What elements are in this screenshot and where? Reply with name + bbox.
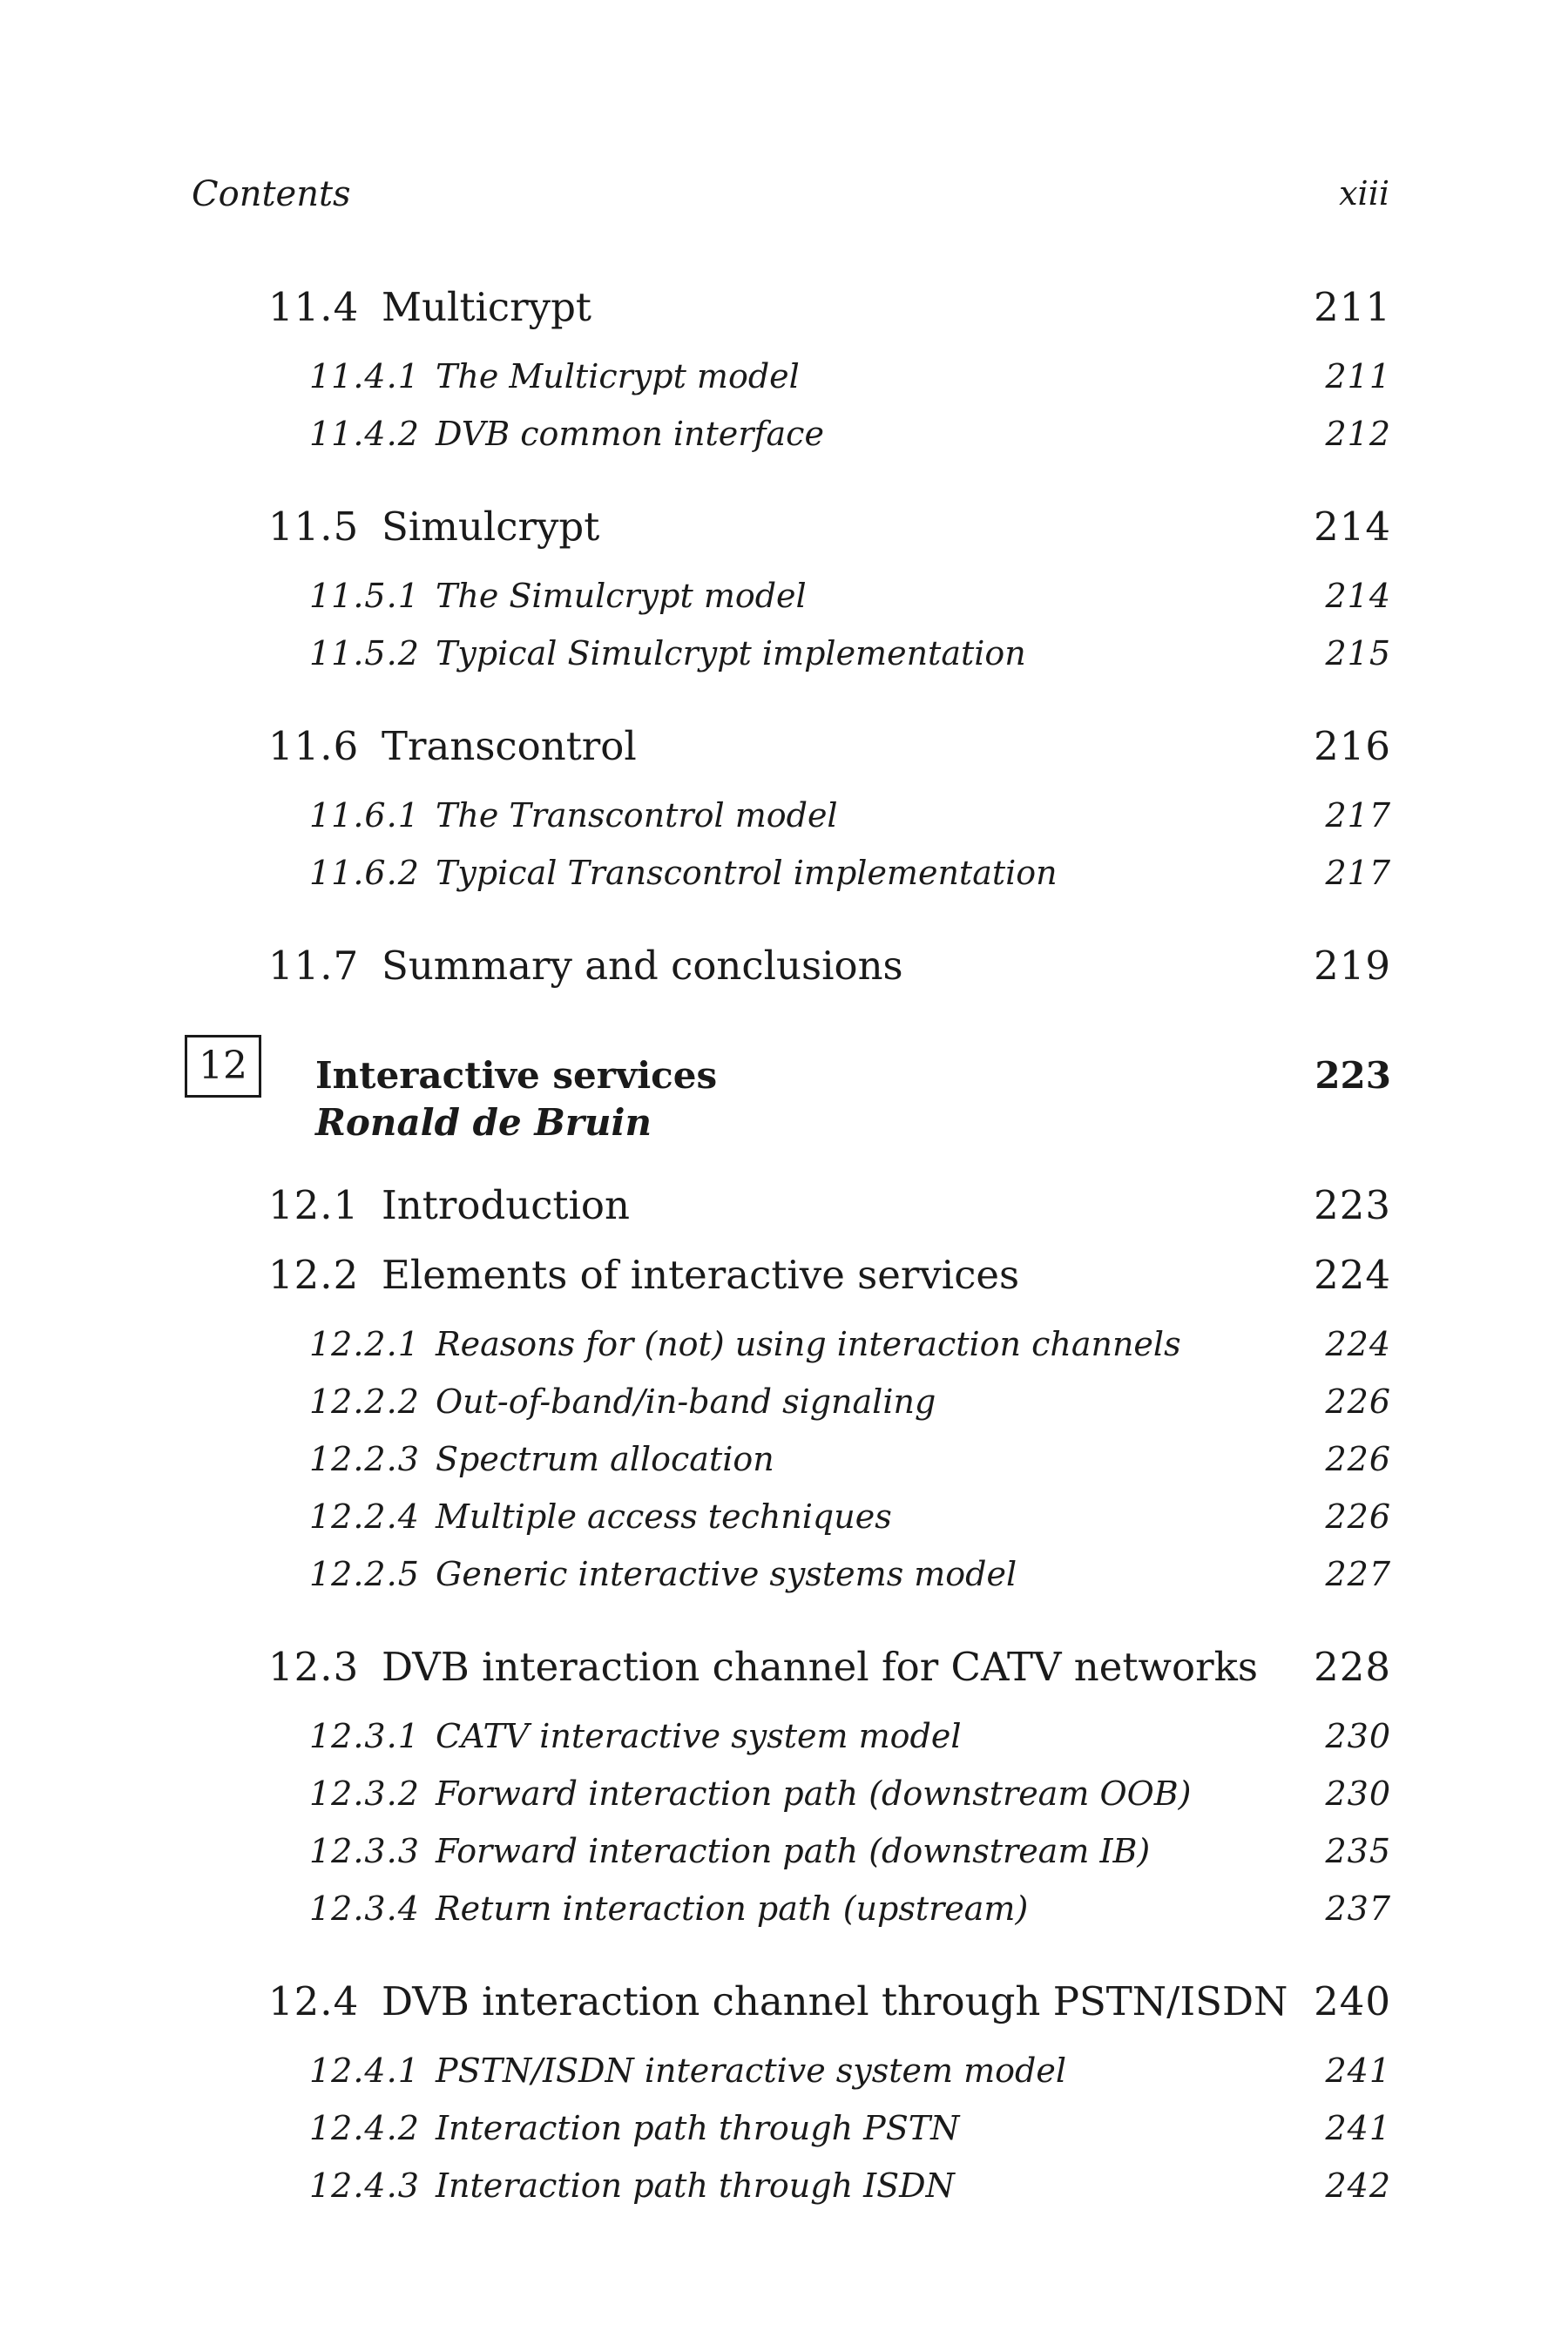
subsection-title: Interaction path through PSTN <box>436 2109 960 2147</box>
subsection-title: Forward interaction path (downstream OOB) <box>436 1774 1192 1813</box>
subsection-title: Multiple access techniques <box>436 1497 892 1536</box>
section-title: Elements of interactive services <box>382 1252 1020 1298</box>
section-number: 12.1 <box>268 1182 360 1228</box>
subsection-title: The Multicrypt model <box>436 357 800 395</box>
subsection-title: Spectrum allocation <box>436 1440 774 1478</box>
section-number: 11.5 <box>268 504 360 550</box>
subsection-page: 214 <box>1325 577 1391 615</box>
chapter-page: 223 <box>1315 1054 1391 1097</box>
subsection-page: 224 <box>1325 1325 1391 1363</box>
subsection-number: 12.2.1 <box>309 1325 420 1363</box>
subsection-number: 11.6.2 <box>309 854 420 892</box>
section-title: Multicrypt <box>382 284 591 330</box>
section-number: 11.7 <box>268 943 360 989</box>
subsection-number: 12.2.5 <box>309 1555 420 1593</box>
section-number: 12.4 <box>268 1978 360 2024</box>
subsection-page: 212 <box>1325 415 1391 453</box>
running-head <box>192 174 1389 226</box>
subsection-number: 12.2.2 <box>309 1382 420 1421</box>
subsection-title: DVB common interface <box>436 415 824 453</box>
subsection-page: 237 <box>1325 1889 1391 1928</box>
subsection-number: 12.3.1 <box>309 1717 420 1755</box>
subsection-number: 12.4.1 <box>309 2051 420 2090</box>
subsection-number: 12.4.2 <box>309 2109 420 2147</box>
subsection-title: Typical Simulcrypt implementation <box>436 634 1026 672</box>
subsection-title: Interaction path through ISDN <box>436 2166 955 2205</box>
subsection-number: 11.6.1 <box>309 796 420 835</box>
chapter-author: Ronald de Bruin <box>315 1101 652 1144</box>
subsection-page: 242 <box>1325 2166 1391 2205</box>
subsection-page: 235 <box>1325 1832 1391 1870</box>
subsection-page: 226 <box>1325 1382 1391 1421</box>
subsection-title: Forward interaction path (downstream IB) <box>436 1832 1151 1870</box>
subsection-number: 12.2.3 <box>309 1440 420 1478</box>
section-page: 228 <box>1314 1644 1391 1690</box>
section-title: DVB interaction channel for CATV networks <box>382 1644 1258 1690</box>
subsection-page: 241 <box>1325 2051 1391 2090</box>
section-title: DVB interaction channel through PSTN/ISDN <box>382 1978 1288 2024</box>
subsection-number: 11.4.1 <box>309 357 420 395</box>
subsection-title: CATV interactive system model <box>436 1717 962 1755</box>
subsection-number: 11.4.2 <box>309 415 420 453</box>
subsection-number: 12.3.4 <box>309 1889 420 1928</box>
subsection-page: 215 <box>1325 634 1391 672</box>
subsection-page: 226 <box>1325 1440 1391 1478</box>
subsection-number: 12.3.2 <box>309 1774 420 1813</box>
section-number: 12.2 <box>268 1252 360 1298</box>
subsection-title: Generic interactive systems model <box>436 1555 1017 1593</box>
subsection-page: 217 <box>1325 796 1391 835</box>
subsection-page: 230 <box>1325 1717 1391 1755</box>
subsection-number: 11.5.1 <box>309 577 420 615</box>
running-head-title: Contents <box>192 174 351 214</box>
section-title: Transcontrol <box>382 723 637 769</box>
section-page: 223 <box>1314 1182 1391 1228</box>
subsection-title: The Simulcrypt model <box>436 577 807 615</box>
subsection-page: 211 <box>1325 357 1391 395</box>
subsection-title: The Transcontrol model <box>436 796 838 835</box>
chapter-title[interactable]: Interactive services <box>315 1054 718 1097</box>
section-page: 224 <box>1314 1252 1391 1298</box>
section-number: 11.6 <box>268 723 360 769</box>
section-page: 211 <box>1314 284 1391 330</box>
section-title: Summary and conclusions <box>382 943 903 989</box>
subsection-number: 12.4.3 <box>309 2166 420 2205</box>
subsection-page: 227 <box>1325 1555 1391 1593</box>
section-page: 214 <box>1314 504 1391 550</box>
subsection-title: Reasons for (not) using interaction channels <box>436 1325 1181 1363</box>
section-page: 216 <box>1314 723 1391 769</box>
section-title: Simulcrypt <box>382 504 600 550</box>
subsection-title: Return interaction path (upstream) <box>436 1889 1029 1928</box>
subsection-page: 217 <box>1325 854 1391 892</box>
chapter-number-box: 12 <box>185 1035 261 1098</box>
running-head-page-number: xiii <box>1339 174 1389 213</box>
subsection-number: 11.5.2 <box>309 634 420 672</box>
subsection-title: PSTN/ISDN interactive system model <box>436 2051 1067 2090</box>
subsection-number: 12.3.3 <box>309 1832 420 1870</box>
section-number: 11.4 <box>268 284 360 330</box>
subsection-number: 12.2.4 <box>309 1497 420 1536</box>
subsection-page: 230 <box>1325 1774 1391 1813</box>
section-page: 240 <box>1314 1978 1391 2024</box>
section-page: 219 <box>1314 943 1391 989</box>
section-number: 12.3 <box>268 1644 360 1690</box>
subsection-page: 226 <box>1325 1497 1391 1536</box>
subsection-title: Typical Transcontrol implementation <box>436 854 1058 892</box>
subsection-title: Out-of-band/in-band signaling <box>436 1382 936 1421</box>
section-title: Introduction <box>382 1182 630 1228</box>
subsection-page: 241 <box>1325 2109 1391 2147</box>
